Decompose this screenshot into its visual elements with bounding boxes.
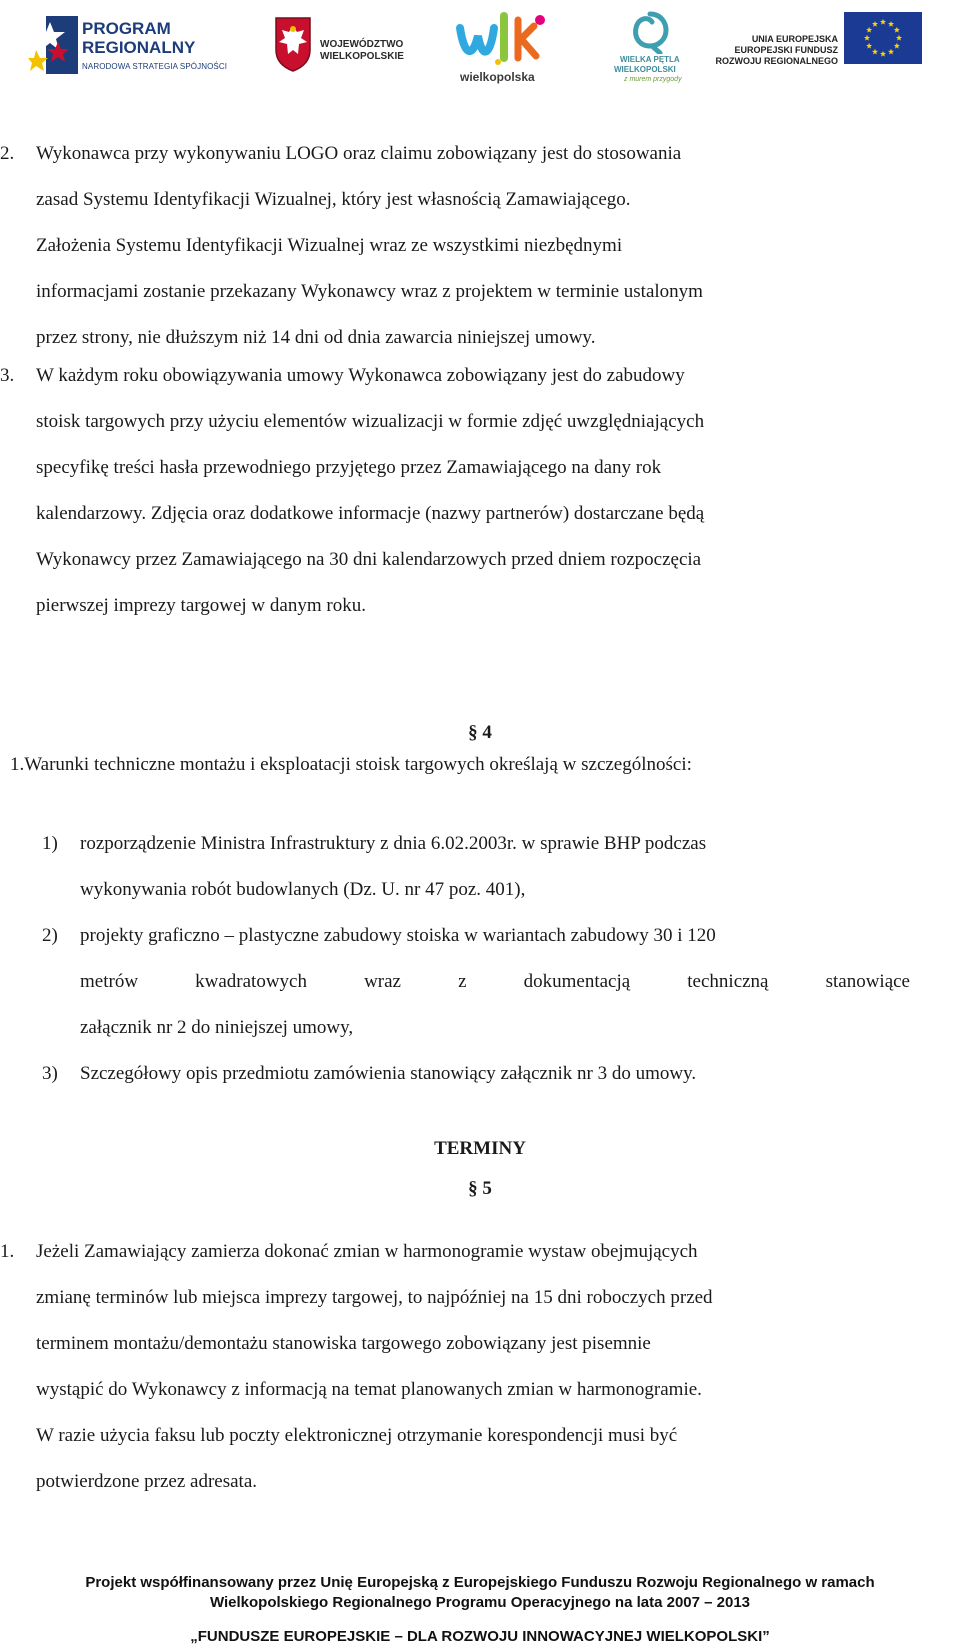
paragraph-number: 3. <box>0 365 15 386</box>
paragraph-line: przez strony, nie dłuższym niż 14 dni od dnia zawarcia niniejszej umowy. <box>36 327 596 348</box>
section-4-intro: 1.Warunki techniczne montażu i eksploatacji stoisk targowych określają w szczególności: <box>10 754 692 775</box>
list-item-line: Szczegółowy opis przedmiotu zamówienia stanowiący załącznik nr 3 do umowy. <box>80 1063 697 1084</box>
regionalny-label: REGIONALNY <box>82 38 196 57</box>
paragraph-number: 1. <box>0 1241 15 1262</box>
list-item-number: 1) <box>42 833 58 854</box>
eu-flag-icon <box>844 12 922 64</box>
list-item-number: 3) <box>42 1063 58 1084</box>
wojewodztwo-logo <box>274 10 424 80</box>
paragraph-number: 2. <box>0 143 15 164</box>
wojewodztwo-label: WOJEWÓDZTWO <box>320 39 404 50</box>
wielkopolskie-label: WIELKOPOLSKIE <box>320 51 404 62</box>
efrr-label-line1: EUROPEJSKI FUNDUSZ <box>734 45 838 55</box>
wielkopolska-brand-logo <box>454 10 554 88</box>
wlkp-colorful-mark-icon <box>454 10 550 68</box>
strategy-label: NARODOWA STRATEGIA SPÓJNOŚCI <box>82 62 228 71</box>
murem-przygody-label: z murem przygody <box>624 76 682 83</box>
wielka-petla-logo <box>614 10 694 88</box>
list-item-number: 2) <box>42 925 58 946</box>
paragraph-line: specyfikę treści hasła przewodniego przyjętego przez Zamawiającego na dany rok <box>36 457 662 478</box>
section-4-heading: § 4 <box>468 722 492 743</box>
paragraph-line: pierwszej imprezy targowej w danym roku. <box>36 595 366 616</box>
paragraph-line: Wykonawcy przez Zamawiającego na 30 dni kalendarzowych przed dniem rozpoczęcia <box>36 549 702 570</box>
paragraph-line: kalendarzowy. Zdjęcia oraz dodatkowe informacje (nazwy partnerów) dostarczane będą <box>36 503 705 524</box>
paragraph-line: Wykonawca przy wykonywaniu LOGO oraz claimu zobowiązany jest do stosowania <box>36 143 682 164</box>
list-item-line: załącznik nr 2 do niniejszej umowy, <box>80 1017 354 1038</box>
paragraph-line: W razie użycia faksu lub poczty elektronicznej otrzymanie korespondencji musi być <box>36 1425 678 1446</box>
paragraph-line: zmianę terminów lub miejsca imprezy targowej, to najpóźniej na 15 dni roboczych przed <box>36 1287 713 1308</box>
section-5-heading: § 5 <box>468 1178 492 1199</box>
paragraph-line: zasad Systemu Identyfikacji Wizualnej, który jest własnością Zamawiającego. <box>36 189 631 210</box>
paragraph-line: Założenia Systemu Identyfikacji Wizualnej wraz ze wszystkimi niezbędnymi <box>36 235 623 256</box>
paragraph-line: potwierdzone przez adresata. <box>36 1471 258 1492</box>
wielka-petla-label: WIELKA PĘTLA <box>620 55 680 64</box>
list-item-line: projekty graficzno – plastyczne zabudowy stoiska w wariantach zabudowy 30 i 120 <box>80 925 716 946</box>
list-item-line: metrów kwadratowych wraz z dokumentacją techniczną stanowiące <box>80 971 910 992</box>
paragraph-line: terminem montażu/demontażu stanowiska targowego zobowiązany jest pisemnie <box>36 1333 651 1354</box>
footer-slogan: „FUNDUSZE EUROPEJSKIE – DLA ROZWOJU INNOWACYJNEJ WIELKOPOLSKI” <box>190 1628 770 1645</box>
paragraph-line: W każdym roku obowiązywania umowy Wykonawca zobowiązany jest do zabudowy <box>36 365 685 386</box>
unia-europejska-logo <box>684 10 934 80</box>
list-item-line: rozporządzenie Ministra Infrastruktury z dnia 6.02.2003r. w sprawie BHP podczas <box>80 833 707 854</box>
paragraph-line: Jeżeli Zamawiający zamierza dokonać zmian w harmonogramie wystaw obejmujących <box>36 1241 698 1262</box>
list-item <box>0 821 910 913</box>
footer-cofinancing-line1: Projekt współfinansowany przez Unię Europejską z Europejskiego Funduszu Rozwoju Regionalnego w ramach <box>85 1574 875 1591</box>
list-item <box>0 913 910 1051</box>
logo-header <box>24 10 944 88</box>
ue-label: UNIA EUROPEJSKA <box>751 34 838 44</box>
paragraph-line: stoisk targowych przy użyciu elementów wizualizacji w formie zdjęć uwzględniających <box>36 411 705 432</box>
section-5-title: TERMINY <box>434 1138 526 1159</box>
wielkopolska-caption: wielkopolska <box>460 70 535 84</box>
paragraph-line: wystąpić do Wykonawcy z informacją na temat planowanych zmian w harmonogramie. <box>36 1379 702 1400</box>
footer-cofinancing-line2: Wielkopolskiego Regionalnego Programu Operacyjnego na lata 2007 – 2013 <box>209 1594 751 1611</box>
program-regionalny-star-icon <box>28 12 82 78</box>
list-item <box>0 1051 910 1097</box>
list-item-line: wykonywania robót budowlanych (Dz. U. nr 47 poz. 401), <box>80 879 526 900</box>
efrr-label-line2: ROZWOJU REGIONALNEGO <box>715 56 838 66</box>
wielkopolski-label: WIELKOPOLSKI <box>614 65 676 74</box>
eagle-coat-of-arms-icon <box>274 16 312 72</box>
program-regionalny-logo <box>24 10 234 80</box>
paragraph-line: informacjami zostanie przekazany Wykonawcy wraz z projektem w terminie ustalonym <box>36 281 703 302</box>
program-label: PROGRAM <box>82 19 171 38</box>
wielka-petla-loop-icon <box>630 10 670 54</box>
section-4-list <box>0 821 910 1097</box>
